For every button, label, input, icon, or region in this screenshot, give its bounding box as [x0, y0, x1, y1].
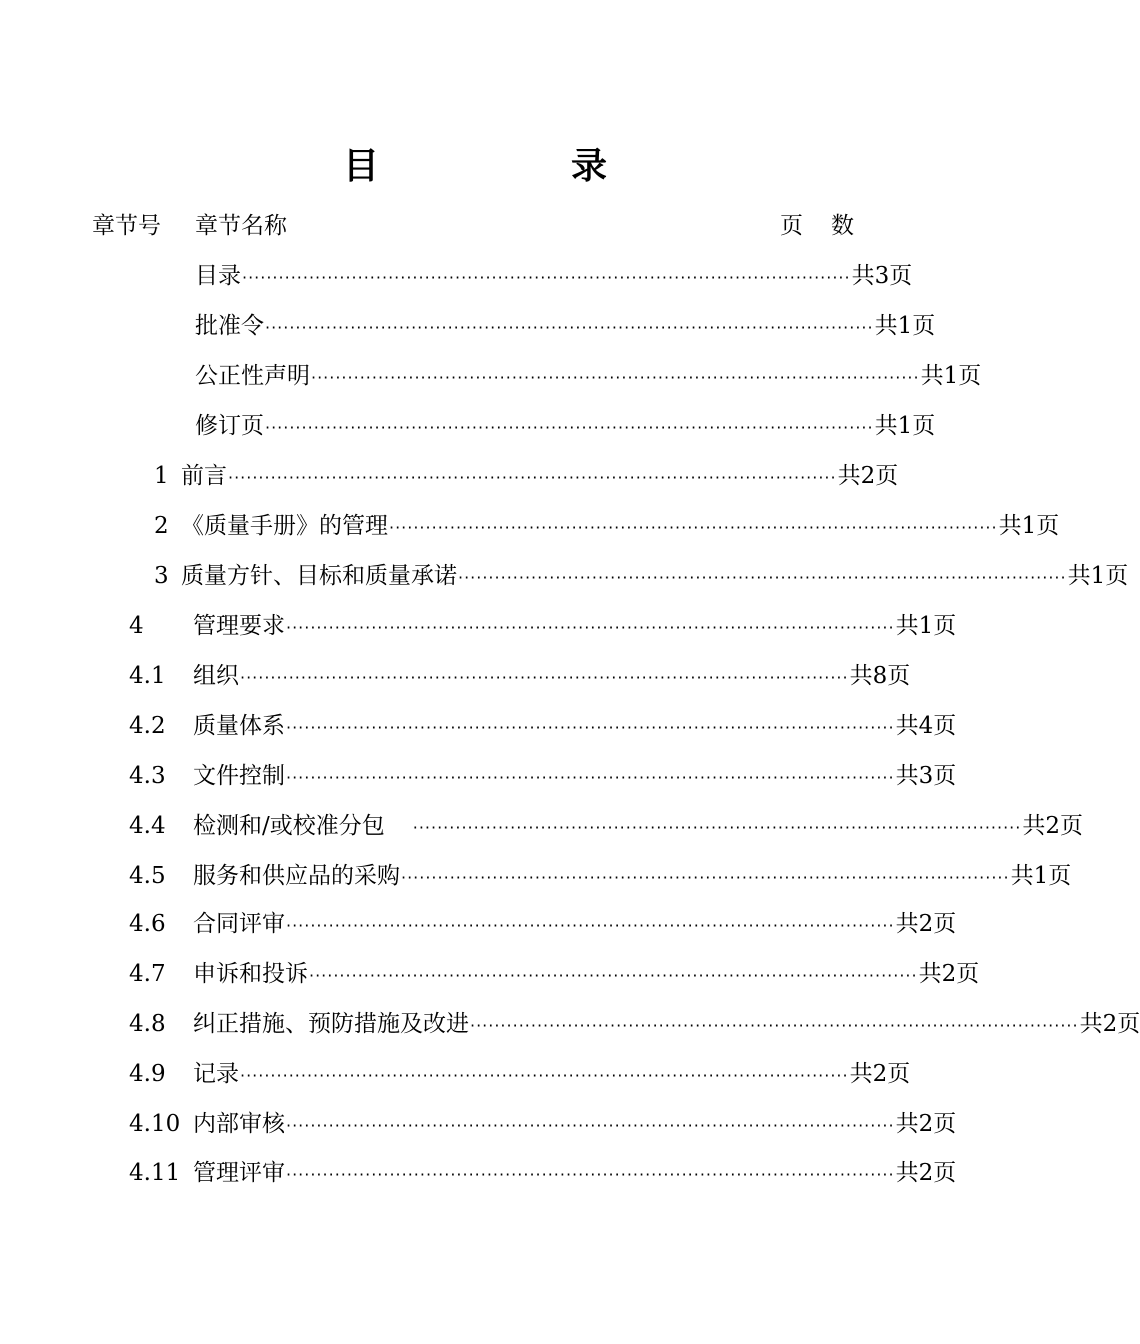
toc-row-number: 4.5: [129, 863, 166, 889]
toc-entry-pages: 共8页: [849, 663, 911, 689]
dot-leader: ····································································································: [309, 966, 918, 985]
toc-row-number: 4.8: [129, 1011, 166, 1037]
toc-entry: [193, 608, 957, 646]
toc-row-number: 4.2: [129, 713, 166, 739]
toc-entry-name: 记录: [193, 1061, 239, 1087]
toc-entry: [193, 1106, 957, 1144]
dot-leader: ····································································································: [265, 418, 874, 437]
toc-entry: [181, 508, 1060, 546]
toc-header: [0, 208, 950, 244]
pages-heading-2: 数: [831, 213, 854, 239]
toc-row: [0, 658, 950, 694]
toc-entry-pages: 共2页: [895, 1111, 957, 1137]
dot-leader: ····································································································: [240, 668, 849, 687]
toc-entry: [193, 1006, 1140, 1044]
toc-entry-name: 管理评审: [193, 1160, 285, 1186]
toc-entry-name: 文件控制: [193, 763, 285, 789]
toc-row: [0, 458, 950, 494]
dot-leader: ····································································································: [412, 818, 1022, 837]
toc-entry-pages: 共2页: [895, 1160, 957, 1186]
toc-row: [0, 708, 957, 744]
toc-row: [0, 608, 957, 644]
toc-row-number: 4.11: [129, 1160, 181, 1186]
toc-entry-pages: 共1页: [895, 613, 957, 639]
toc-entry: [195, 408, 936, 446]
dot-leader: ····································································································: [311, 368, 920, 387]
toc-row: [0, 258, 950, 294]
toc-entry: [181, 558, 1129, 596]
dot-leader: ····································································································: [286, 768, 895, 787]
toc-entry: [193, 708, 957, 746]
toc-entry-pages: 共2页: [837, 463, 899, 489]
toc-entry-name: 目录: [195, 263, 241, 289]
toc-row: [0, 858, 1072, 894]
toc-entry-name: 检测和/或校准分包: [193, 813, 385, 839]
toc-row-number: 1: [154, 463, 169, 489]
toc-row: [0, 758, 957, 794]
toc-row: [0, 408, 950, 444]
toc-entry-pages: 共1页: [920, 363, 982, 389]
toc-entry: [193, 1056, 911, 1094]
toc-row-number: 4.7: [129, 961, 166, 987]
toc-entry-pages: 共1页: [874, 413, 936, 439]
toc-row-number: 4.4: [129, 813, 166, 839]
toc-row: [0, 906, 957, 942]
dot-leader: ····································································································: [286, 916, 895, 935]
toc-entry-pages: 共1页: [1010, 863, 1072, 889]
toc-entry-name: 质量体系: [193, 713, 285, 739]
toc-row-number: 4.6: [129, 911, 166, 937]
toc-row-number: 4.9: [129, 1061, 166, 1087]
toc-entry-name: 服务和供应品的采购: [193, 863, 400, 889]
dot-leader: ····································································································: [286, 1165, 895, 1184]
toc-row: [0, 808, 1083, 844]
toc-entry: [193, 1155, 957, 1193]
title-char-1: 目: [343, 146, 380, 187]
toc-entry-pages: 共2页: [895, 911, 957, 937]
toc-entry-pages: 共2页: [1079, 1011, 1140, 1037]
toc-entry: [193, 956, 980, 994]
toc-entry-name: 公正性声明: [195, 363, 310, 389]
toc-entry-name: 批准令: [195, 313, 264, 339]
toc-entry-pages: 共3页: [851, 263, 913, 289]
toc-entry-name: 合同评审: [193, 911, 285, 937]
dot-leader: ····································································································: [286, 618, 895, 637]
dot-leader: ····································································································: [286, 1116, 895, 1135]
toc-entry-name: 《质量手册》的管理: [181, 513, 388, 539]
page-title: [0, 142, 950, 192]
toc-entry-pages: 共2页: [1022, 813, 1083, 839]
title-char-2: 录: [571, 146, 608, 187]
toc-row-number: 4.1: [129, 663, 166, 689]
toc-row: [0, 1056, 950, 1092]
toc-row: [0, 558, 1129, 594]
toc-row-number: 2: [154, 513, 169, 539]
toc-row-number: 3: [154, 563, 169, 589]
toc-entry-name: 管理要求: [193, 613, 285, 639]
toc-entry-name: 修订页: [195, 413, 264, 439]
toc-entry-name: 内部审核: [193, 1111, 285, 1137]
dot-leader: ····································································································: [401, 868, 1010, 887]
chapter-no-heading: 章节号: [92, 213, 161, 239]
toc-entry-pages: 共2页: [918, 961, 980, 987]
dot-leader: ····································································································: [240, 1066, 849, 1085]
toc-row: [0, 1006, 1140, 1042]
toc-entry-name: 组织: [193, 663, 239, 689]
toc-entry-name: 前言: [181, 463, 227, 489]
toc-entry: [193, 758, 957, 796]
toc-entry: [195, 308, 936, 346]
toc-entry: [195, 358, 982, 396]
toc-entry: [193, 808, 1083, 846]
toc-row-number: 4.3: [129, 763, 166, 789]
toc-row: [0, 358, 982, 394]
toc-entry: [181, 458, 899, 496]
dot-leader: ····································································································: [458, 568, 1067, 587]
toc-entry-name: 申诉和投诉: [193, 961, 308, 987]
toc-entry-pages: 共2页: [849, 1061, 911, 1087]
dot-leader: ····································································································: [242, 268, 851, 287]
dot-leader: ····································································································: [286, 718, 895, 737]
toc-row: [0, 508, 1060, 544]
pages-heading-1: 页: [780, 213, 803, 239]
dot-leader: ····································································································: [470, 1016, 1079, 1035]
toc-row-number: 4.10: [129, 1111, 181, 1137]
chapter-name-heading: 章节名称: [195, 213, 287, 239]
toc-row: [0, 956, 980, 992]
toc-row: [0, 1155, 957, 1191]
dot-leader: ····································································································: [265, 318, 874, 337]
dot-leader: ····································································································: [389, 518, 998, 537]
toc-row: [0, 1106, 957, 1142]
dot-leader: ····································································································: [228, 468, 837, 487]
toc-entry: [193, 658, 911, 696]
toc-entry-name: 纠正措施、预防措施及改进: [193, 1011, 469, 1037]
toc-entry: [195, 258, 913, 296]
toc-entry-pages: 共4页: [895, 713, 957, 739]
toc-entry-pages: 共3页: [895, 763, 957, 789]
toc-entry-pages: 共1页: [1067, 563, 1129, 589]
toc-entry: [193, 858, 1072, 896]
toc-entry: [193, 906, 957, 944]
toc-entry-name: 质量方针、目标和质量承诺: [181, 563, 457, 589]
toc-row-number: 4: [129, 613, 144, 639]
toc-row: [0, 308, 950, 344]
toc-entry-pages: 共1页: [998, 513, 1060, 539]
toc-entry-pages: 共1页: [874, 313, 936, 339]
